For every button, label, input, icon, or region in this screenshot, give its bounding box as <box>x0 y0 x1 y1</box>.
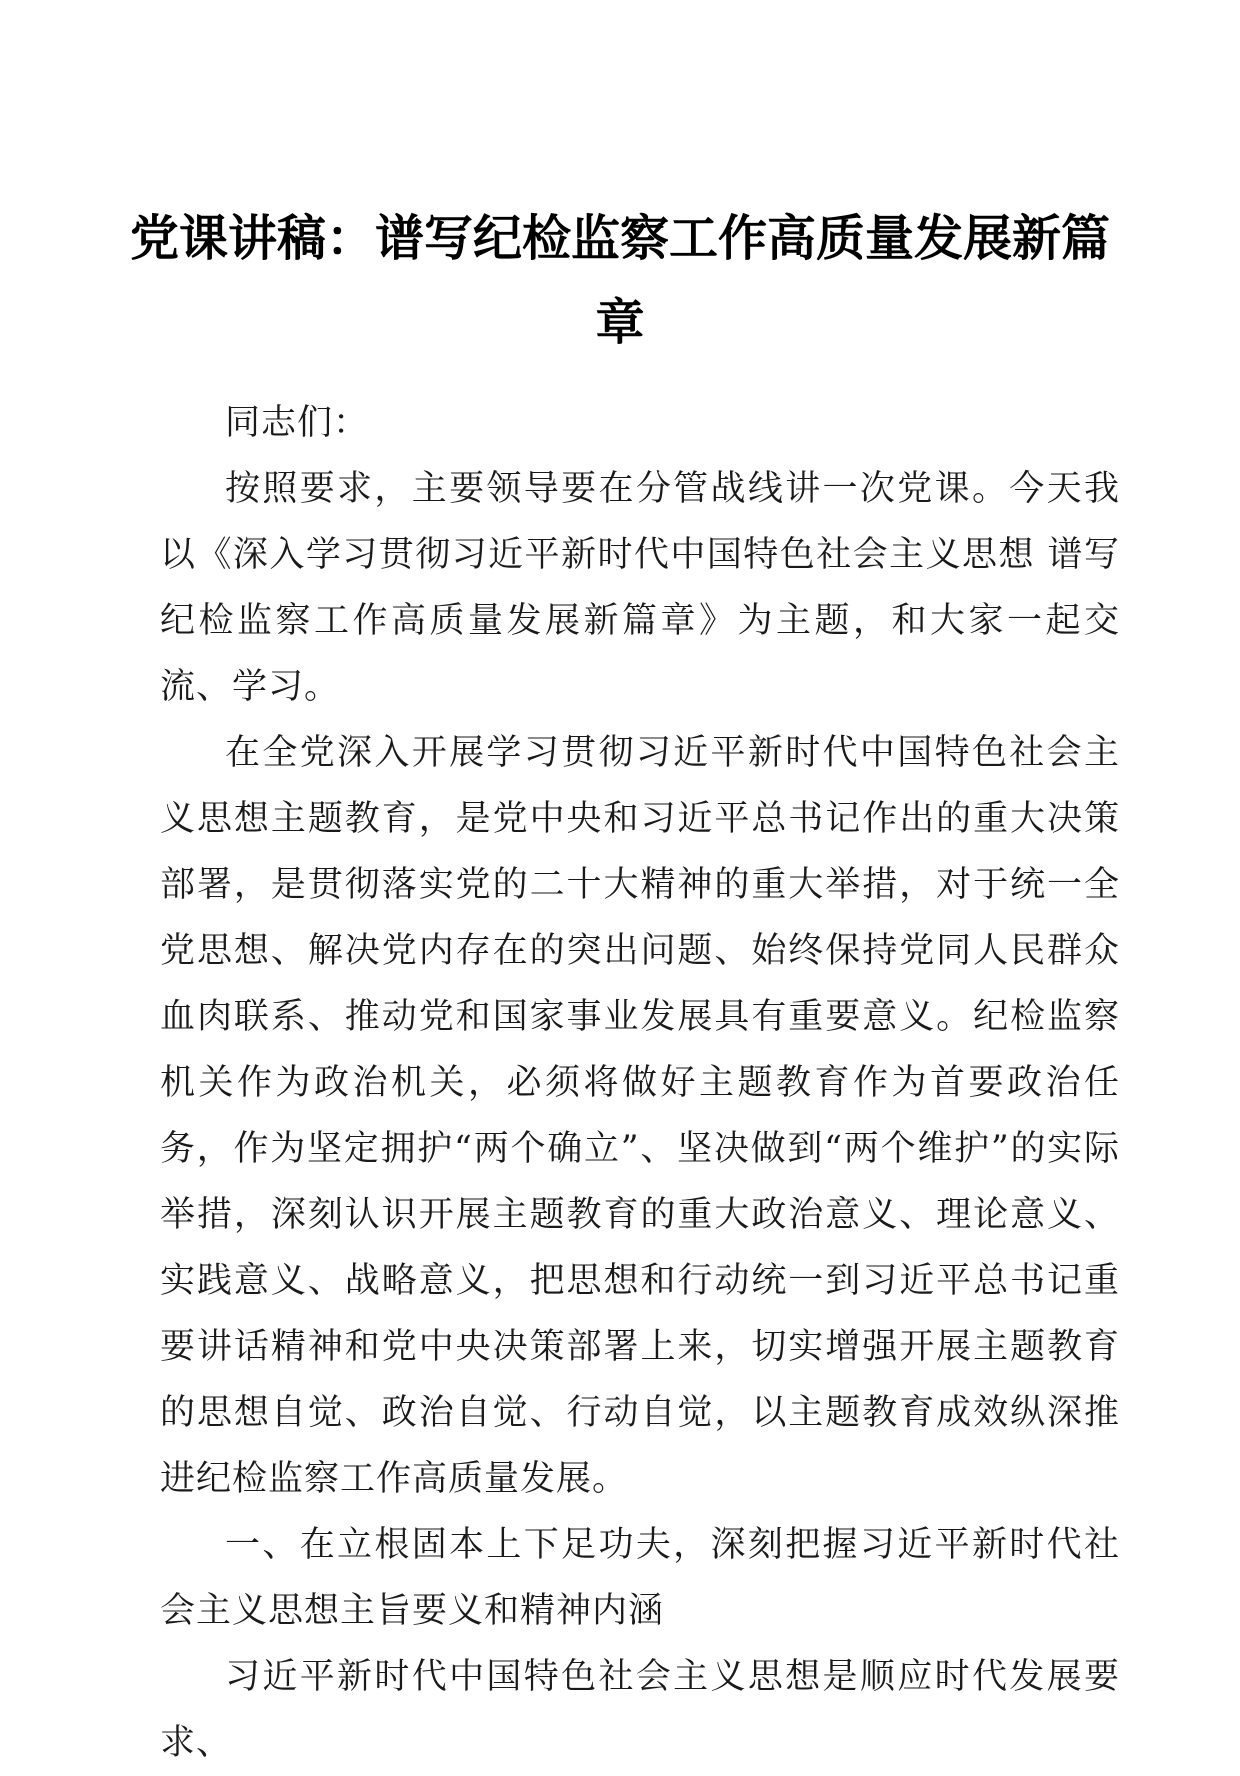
intro-paragraph: 按照要求，主要领导要在分管战线讲一次党课。今天我以《深入学习贯彻习近平新时代中国特色社会主义思想 谱写纪检监察工作高质量发展新篇章》为主题，和大家一起交流、学习。 <box>160 469 1120 707</box>
document-title: 党课讲稿：谱写纪检监察工作高质量发展新篇章 <box>129 209 1110 351</box>
section-heading: 一、在立根固本上下足功夫，深刻把握习近平新时代社会主义思想主旨要义和精神内涵 <box>160 1525 1120 1631</box>
document-body <box>160 390 1120 1776</box>
salutation-paragraph: 同志们： <box>225 403 370 443</box>
body-paragraph: 在全党深入开展学习贯彻习近平新时代中国特色社会主义思想主题教育，是党中央和习近平总书记作出的重大决策部署，是贯彻落实党的二十大精神的重大举措，对于统一全党思想、解决党内存在的突出问题、始终保持党同人民群众血肉联系、推动党和国家事业发展具有重要意义。纪检监察机关作为政治机关，必须将做好主题教育作为首要政治任务，作为坚定拥护“两个确立”、坚决做到“两个维护”的实际举措，深刻认识开展主题教育的重大政治意义、理论意义、实践意义、战略意义，把思想和行动统一到习近平总书记重要讲话精神和党中央决策部署上来，切实增强开展主题教育的思想自觉、政治自觉、行动自觉，以主题教育成效纵深推进纪检监察工作高质量发展。 <box>160 733 1120 1499</box>
body-paragraph: 习近平新时代中国特色社会主义思想是顺应时代发展要求、 <box>160 1657 1120 1763</box>
